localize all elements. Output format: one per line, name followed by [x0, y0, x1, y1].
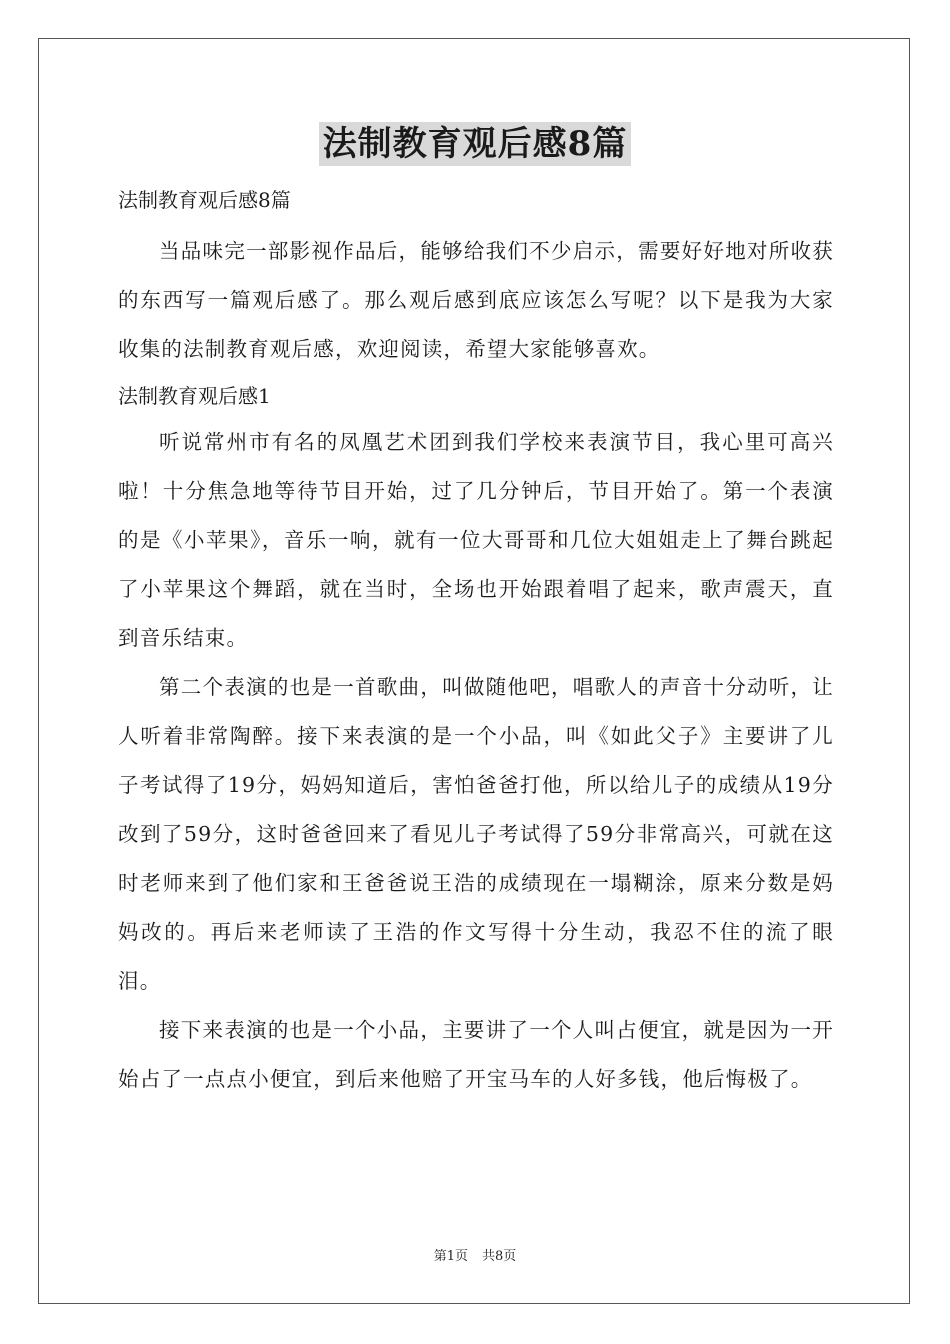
document-subtitle: 法制教育观后感8篇: [118, 188, 291, 212]
page-footer: [0, 1248, 950, 1266]
body-paragraph-3: 接下来表演的也是一个小品，主要讲了一个人叫占便宜，就是因为一开始占了一点点小便宜，到后来他赔了开宝马车的人好多钱，他后悔极了。: [118, 1018, 834, 1091]
document-title: 法制教育观后感8篇: [319, 122, 632, 166]
section-heading: 法制教育观后感1: [118, 384, 271, 408]
body-paragraph-2: 第二个表演的也是一首歌曲，叫做随他吧，唱歌人的声音十分动听，让人听着非常陶醉。接下来表演的是一个小品，叫《如此父子》主要讲了儿子考试得了19分，妈妈知道后，害怕爸爸打他，所以给儿子的成绩从19分改到了59分，这时爸爸回来了看见儿子考试得了59分非常高兴，可就在这时老师来到了他们家和王爸爸说王浩的成绩现在一塌糊涂，原来分数是妈妈改的。再后来老师读了王浩的作文写得十分生动，我忍不住的流了眼泪。: [118, 675, 834, 993]
title-container: [0, 122, 950, 166]
document-body: [118, 178, 834, 1104]
body-paragraph-1: 听说常州市有名的凤凰艺术团到我们学校来表演节目，我心里可高兴啦！十分焦急地等待节目开始，过了几分钟后，节目开始了。第一个表演的是《小苹果》，音乐一响，就有一位大哥哥和几位大姐姐走上了舞台跳起了小苹果这个舞蹈，就在当时，全场也开始跟着唱了起来，歌声震天，直到音乐结束。: [118, 430, 834, 650]
page-total: 共8页: [482, 1249, 517, 1264]
page-number: 第1页: [433, 1249, 468, 1264]
intro-paragraph: 当品味完一部影视作品后，能够给我们不少启示，需要好好地对所收获的东西写一篇观后感了。那么观后感到底应该怎么写呢？以下是我为大家收集的法制教育观后感，欢迎阅读，希望大家能够喜欢。: [118, 239, 834, 361]
